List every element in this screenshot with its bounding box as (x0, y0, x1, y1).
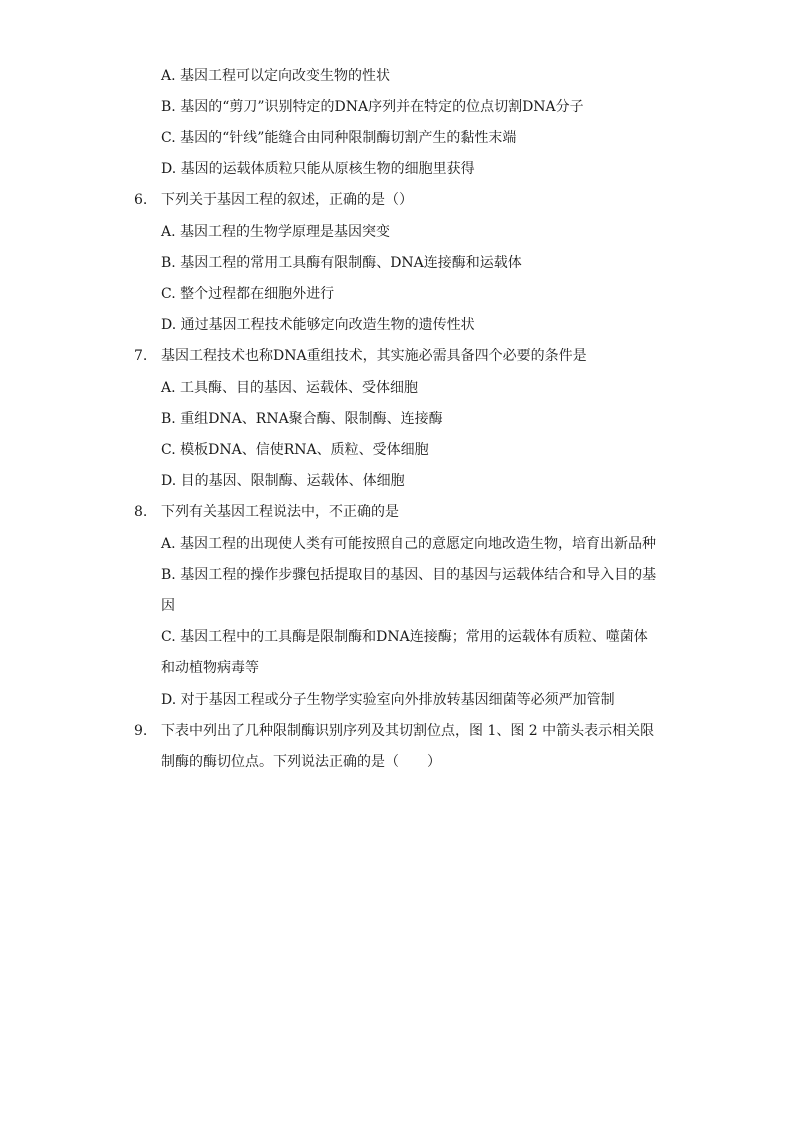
q6-number: 6. (134, 192, 148, 208)
q5-option-c: C. 基因的“针线”能缝合由同种限制酶切割产生的黏性末端 (161, 130, 517, 146)
q8-option-b-continued: 因 (161, 598, 175, 614)
q8-option-d: D. 对于基因工程或分子生物学实验室向外排放转基因细菌等必须严加管制 (161, 692, 615, 708)
q7-number: 7. (134, 348, 148, 364)
q9-stem-continued: 制酶的酶切位点。下列说法正确的是（ ） (161, 754, 441, 770)
q6-option-c: C. 整个过程都在细胞外进行 (161, 286, 335, 302)
q7-option-b: B. 重组DNA、RNA聚合酶、限制酶、连接酶 (161, 411, 443, 427)
q8-option-b: B. 基因工程的操作步骤包括提取目的基因、目的基因与运载体结合和导入目的基 (161, 567, 657, 583)
q8-stem: 下列有关基因工程说法中，不正确的是 (161, 504, 399, 520)
q7-option-c: C. 模板DNA、信使RNA、质粒、受体细胞 (161, 442, 429, 458)
q7-option-d: D. 目的基因、限制酶、运载体、体细胞 (161, 473, 405, 489)
q6-option-b: B. 基因工程的常用工具酶有限制酶、DNA连接酶和运载体 (161, 255, 522, 271)
q5-option-d: D. 基因的运载体质粒只能从原核生物的细胞里获得 (161, 161, 475, 177)
q6-option-a: A. 基因工程的生物学原理是基因突变 (161, 224, 391, 240)
q8-number: 8. (134, 504, 148, 520)
q8-option-c-continued: 和动植物病毒等 (161, 660, 259, 676)
q7-stem: 基因工程技术也称DNA重组技术，其实施必需具备四个必要的条件是 (161, 348, 587, 364)
q5-option-a: A. 基因工程可以定向改变生物的性状 (161, 68, 391, 84)
q9-stem: 下表中列出了几种限制酶识别序列及其切割位点，图 1、图 2 中箭头表示相关限 (161, 723, 655, 739)
q5-option-b: B. 基因的“剪刀”识别特定的DNA序列并在特定的位点切割DNA分子 (161, 99, 584, 115)
q9-number: 9. (134, 723, 148, 739)
q8-option-c: C. 基因工程中的工具酶是限制酶和DNA连接酶；常用的运载体有质粒、噬菌体 (161, 629, 648, 645)
q6-option-d: D. 通过基因工程技术能够定向改造生物的遗传性状 (161, 317, 475, 333)
q6-stem: 下列关于基因工程的叙述，正确的是（） (161, 192, 413, 208)
q8-option-a: A. 基因工程的出现使人类有可能按照自己的意愿定向地改造生物，培育出新品种 (161, 536, 657, 552)
q7-option-a: A. 工具酶、目的基因、运载体、受体细胞 (161, 380, 419, 396)
